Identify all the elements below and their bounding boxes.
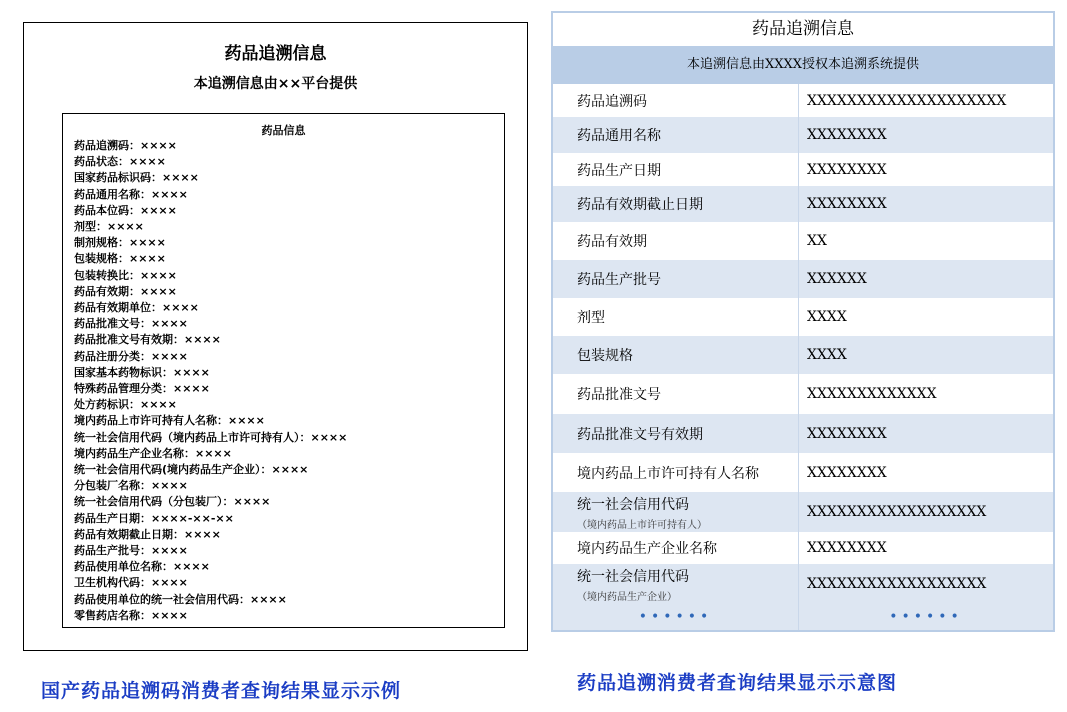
row-label-cell [553, 117, 798, 153]
drug-info-field: 统一社会信用代码（境内药品上市许可持有人）：×××× [74, 430, 348, 444]
right-table-panel [551, 11, 1055, 632]
table-row [553, 186, 1053, 222]
trace-info-table [553, 84, 1053, 630]
row-value: XXXXXXXXXXXXXXXXXXXX [798, 84, 1053, 117]
row-label: 药品有效期 [577, 234, 647, 250]
drug-info-field: 卫生机构代码：×××× [74, 576, 188, 590]
row-sublabel: （境内药品生产企业） [577, 591, 677, 603]
row-label: 药品通用名称 [577, 128, 661, 144]
table-row [553, 453, 1053, 492]
drug-info-field: 特殊药品管理分类：×××× [74, 382, 210, 396]
row-value: XXXXXX [798, 260, 1053, 298]
drug-info-field: 药品有效期截止日期：×××× [74, 527, 221, 541]
left-caption: 国产药品追溯码消费者查询结果显示示例 [41, 680, 402, 702]
row-label-cell [553, 564, 798, 604]
row-label-cell [553, 186, 798, 222]
row-value: XXXXXXXXXXXXXXXXXX [798, 564, 1053, 604]
row-label: 药品生产批号 [577, 272, 661, 288]
row-label-cell [553, 222, 798, 260]
table-row-ellipsis [553, 604, 1053, 630]
row-label: 药品批准文号有效期 [577, 426, 703, 443]
drug-info-header: 药品信息 [261, 124, 306, 137]
right-caption: 药品追溯消费者查询结果显示示意图 [577, 672, 898, 694]
ellipsis-dots-left: •••••• [638, 609, 713, 625]
drug-info-field: 境内药品生产企业名称：×××× [74, 446, 232, 460]
row-label-cell [553, 84, 798, 117]
row-label-cell [553, 374, 798, 414]
table-row [553, 298, 1053, 336]
table-row [553, 374, 1053, 414]
ellipsis-left-cell [553, 604, 798, 630]
row-label-cell [553, 336, 798, 374]
drug-info-field: 境内药品上市许可持有人名称：×××× [74, 414, 265, 428]
table-row [553, 564, 1053, 604]
drug-info-field: 国家基本药物标识：×××× [74, 365, 210, 379]
ellipsis-dots-right: •••••• [889, 609, 963, 625]
row-label: 境内药品上市许可持有人名称 [577, 465, 759, 482]
drug-info-field: 药品生产日期：××××-××-×× [74, 511, 234, 525]
row-label: 药品生产日期 [577, 162, 661, 179]
table-row [553, 492, 1053, 532]
table-row [553, 414, 1053, 453]
row-label-cell [553, 153, 798, 186]
row-label: 药品批准文号 [577, 387, 661, 403]
drug-info-field: 药品注册分类：×××× [74, 349, 188, 363]
drug-info-box [62, 113, 505, 628]
row-value: XX [798, 222, 1053, 260]
drug-info-field: 药品使用单位名称：×××× [74, 560, 210, 574]
row-value: XXXXXXXX [798, 532, 1053, 564]
row-label: 境内药品生产企业名称 [577, 541, 717, 557]
row-label-cell [553, 532, 798, 564]
table-row [553, 222, 1053, 260]
row-value: XXXXXXXXXXXXX [798, 374, 1053, 414]
drug-info-field: 药品使用单位的统一社会信用代码：×××× [74, 592, 287, 606]
drug-info-field: 国家药品标识码：×××× [74, 171, 199, 185]
drug-info-field: 药品有效期：×××× [74, 284, 177, 298]
drug-info-field: 药品批准文号：×××× [74, 317, 188, 331]
drug-info-field: 统一社会信用代码（分包装厂）：×××× [74, 495, 271, 509]
drug-info-field: 药品本位码：×××× [74, 203, 177, 217]
table-row [553, 336, 1053, 374]
drug-info-field: 处方药标识：×××× [74, 398, 177, 412]
left-subtitle: 本追溯信息由××平台提供 [193, 76, 358, 92]
table-row [553, 532, 1053, 564]
row-sublabel: （境内药品上市许可持有人） [577, 519, 707, 531]
table-row [553, 84, 1053, 117]
row-label-cell [553, 414, 798, 453]
row-value: XXXX [798, 298, 1053, 336]
drug-info-field-list [74, 138, 347, 624]
drug-info-field: 分包装厂名称：×××× [74, 479, 188, 493]
left-document-panel [23, 22, 528, 651]
row-value: XXXXXXXX [798, 117, 1053, 153]
drug-info-field: 药品通用名称：×××× [74, 187, 188, 201]
table-row [553, 260, 1053, 298]
row-label-cell [553, 492, 798, 532]
table-row [553, 153, 1053, 186]
row-value: XXXXXXXX [798, 453, 1053, 492]
row-label: 统一社会信用代码 [577, 496, 689, 513]
drug-info-field: 包装转换比：×××× [74, 268, 177, 282]
row-label-cell [553, 298, 798, 336]
left-title: 药品追溯信息 [224, 44, 327, 64]
drug-info-field: 药品生产批号：×××× [74, 544, 188, 558]
row-label: 药品追溯码 [577, 93, 647, 110]
drug-info-field: 统一社会信用代码(境内药品生产企业）：×××× [74, 463, 309, 477]
right-subtitle: 本追溯信息由XXXX授权本追溯系统提供 [553, 46, 1053, 84]
row-value: XXXXXXXXXXXXXXXXXX [798, 492, 1053, 532]
ellipsis-right-cell [798, 604, 1053, 630]
row-value: XXXXXXXX [798, 414, 1053, 453]
drug-info-field: 药品批准文号有效期：×××× [74, 333, 221, 347]
row-value: XXXXXXXX [798, 186, 1053, 222]
drug-info-field: 包装规格：×××× [74, 252, 166, 266]
drug-info-field: 药品状态：×××× [74, 155, 166, 169]
table-row [553, 117, 1053, 153]
drug-info-field: 药品追溯码：×××× [74, 139, 177, 152]
right-title: 药品追溯信息 [752, 19, 854, 39]
drug-info-field: 药品有效期单位：×××× [74, 301, 199, 315]
row-value: XXXXXXXX [798, 153, 1053, 186]
drug-info-field: 制剂规格：×××× [74, 236, 166, 250]
row-label-cell [553, 453, 798, 492]
row-label: 统一社会信用代码 [577, 568, 689, 585]
drug-info-field: 剂型：×××× [74, 220, 144, 234]
row-label-cell [553, 260, 798, 298]
row-value: XXXX [798, 336, 1053, 374]
row-label: 药品有效期截止日期 [577, 197, 703, 213]
drug-info-field: 零售药店名称：×××× [74, 608, 188, 622]
row-label: 包装规格 [577, 348, 633, 364]
row-label: 剂型 [577, 310, 605, 326]
